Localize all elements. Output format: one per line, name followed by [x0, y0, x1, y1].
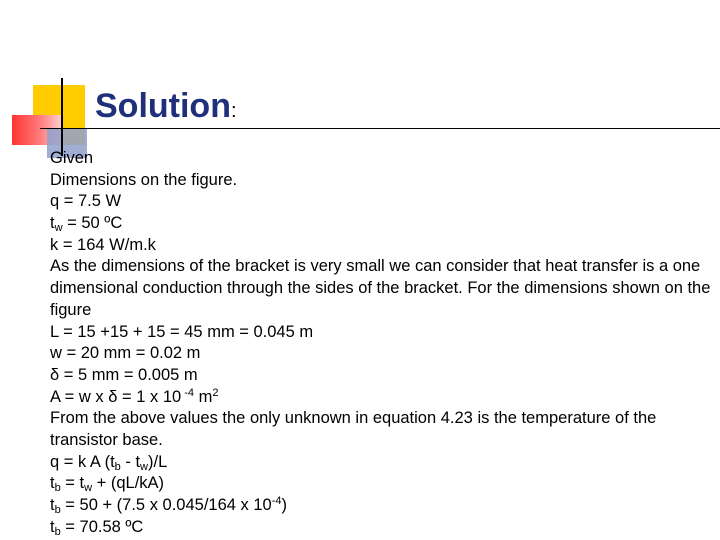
line-given: Given [50, 149, 94, 167]
title-text: Solution [95, 87, 231, 125]
eq2-part-e: + (qL/kA) [92, 474, 165, 493]
line-equation-q [50, 452, 720, 474]
line-w-value: w = 20 mm = 0.02 m [50, 344, 201, 363]
slide-body [50, 148, 720, 538]
decor-horizontal-line [40, 128, 720, 129]
eq3-sub-b: b [54, 504, 61, 517]
line-q-value: q = 7.5 W [50, 192, 122, 211]
slide-title [95, 87, 237, 126]
eq3-part-e: ) [281, 496, 287, 515]
line-equation-substituted [50, 495, 720, 517]
eq1-part-e: )/L [148, 452, 168, 471]
decor-vertical-line [61, 78, 63, 156]
eq4-part-a: t [50, 517, 55, 536]
line-result [50, 517, 720, 539]
tw-t: t [50, 214, 55, 233]
eq1-part-a: q = k A (t [50, 452, 115, 471]
title-colon: : [230, 100, 237, 122]
line-A-value [50, 387, 720, 409]
eq3-exponent: -4 [271, 495, 282, 508]
paragraph-from-above: From the above values the only unknown in equation 4.23 is the temperature of the transistor base. [50, 409, 657, 449]
eq2-part-a: t [50, 474, 55, 493]
line-L-value: L = 15 +15 + 15 = 45 mm = 0.045 m [50, 322, 314, 341]
eq1-sub-b: b [114, 460, 121, 473]
tw-rest: = 50 ºC [62, 214, 123, 233]
eq3-part-a: t [50, 496, 55, 515]
eq4-part-c: = 70.58 ºC [60, 517, 144, 536]
eq2-part-c: = t [60, 474, 85, 493]
line-equation-tb [50, 473, 720, 495]
line-k-value: k = 164 W/m.k [50, 235, 156, 254]
line-tw-value [50, 213, 720, 235]
eq4-sub-b: b [54, 525, 61, 538]
A-unit: m [194, 387, 213, 406]
A-text: A = w x δ = 1 x 10 [50, 387, 182, 406]
eq2-sub-b: b [54, 482, 61, 495]
tw-subscript: w [54, 222, 63, 235]
eq1-part-c: - t [120, 452, 141, 471]
line-dimensions: Dimensions on the figure. [50, 170, 238, 189]
line-delta-value: δ = 5 mm = 0.005 m [50, 365, 198, 384]
paragraph-assumption: As the dimensions of the bracket is very small we can consider that heat transfer is a one dimensional conduction through the sides of the bracket. For the dimensions shown on the figure [50, 257, 711, 319]
eq1-sub-w: w [140, 460, 148, 473]
A-exponent: -4 [181, 386, 195, 399]
A-unit-square: 2 [212, 386, 219, 399]
eq2-sub-w: w [84, 482, 93, 495]
eq3-part-c: = 50 + (7.5 x 0.045/164 x 10 [60, 496, 272, 515]
